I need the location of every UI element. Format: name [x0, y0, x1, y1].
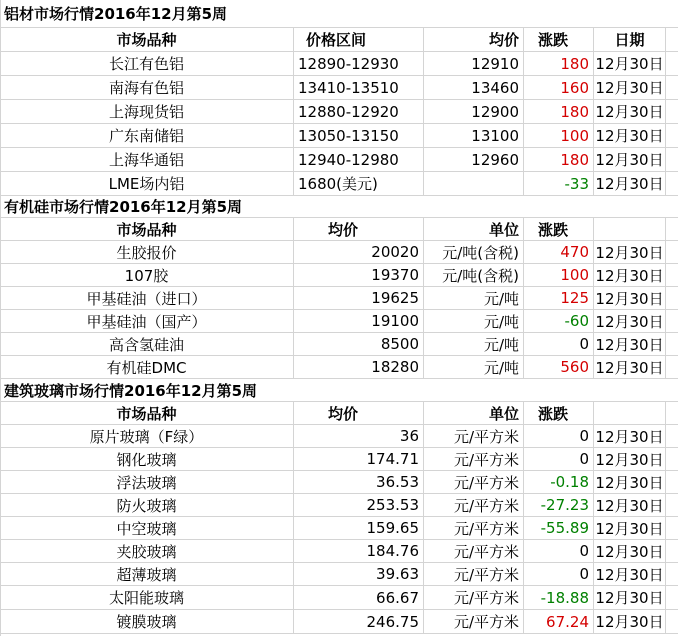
change-cell: 0 — [524, 425, 594, 447]
avg-cell: 39.63 — [294, 563, 424, 585]
date-cell: 12月30日 — [594, 494, 666, 516]
change-cell: 180 — [524, 148, 594, 171]
unit-cell: 元/平方米 — [424, 494, 524, 516]
change-cell: 0 — [524, 563, 594, 585]
date-cell: 12月30日 — [594, 333, 666, 355]
avg-cell: 159.65 — [294, 517, 424, 539]
avg-cell — [424, 172, 524, 195]
date-cell: 12月30日 — [594, 310, 666, 332]
avg-cell: 18280 — [294, 356, 424, 378]
table-row — [0, 356, 678, 379]
unit-cell: 元/吨 — [424, 333, 524, 355]
change-cell: 180 — [524, 52, 594, 75]
table-row — [0, 241, 678, 264]
variety-cell: 长江有色铝 — [0, 52, 294, 75]
variety-cell: 上海华通铝 — [0, 148, 294, 171]
change-cell: -60 — [524, 310, 594, 332]
variety-cell: 防火玻璃 — [0, 494, 294, 516]
avg-cell: 253.53 — [294, 494, 424, 516]
table-row — [0, 494, 678, 517]
date-cell: 12月30日 — [594, 52, 666, 75]
table-row — [0, 563, 678, 586]
date-cell: 12月30日 — [594, 264, 666, 286]
table-row — [0, 287, 678, 310]
date-cell: 12月30日 — [594, 148, 666, 171]
table-row — [0, 471, 678, 494]
table-row — [0, 517, 678, 540]
change-cell: 125 — [524, 287, 594, 309]
avg-cell: 12900 — [424, 100, 524, 123]
avg-cell: 19100 — [294, 310, 424, 332]
aluminum-title-row — [0, 0, 678, 28]
date-cell: 12月30日 — [594, 610, 666, 633]
header-empty-cell — [594, 218, 666, 240]
date-cell: 12月30日 — [594, 471, 666, 493]
avg-cell: 184.76 — [294, 540, 424, 562]
change-cell: -27.23 — [524, 494, 594, 516]
change-cell: 67.24 — [524, 610, 594, 633]
avg-cell: 174.71 — [294, 448, 424, 470]
silicone-section-title: 有机硅市场行情2016年12月第5周 — [4, 198, 243, 216]
aluminum-section-title: 铝材市场行情2016年12月第5周 — [4, 5, 228, 23]
header-unit: 单位 — [424, 402, 524, 424]
avg-cell: 66.67 — [294, 586, 424, 609]
date-cell: 12月30日 — [594, 563, 666, 585]
unit-cell: 元/平方米 — [424, 448, 524, 470]
variety-cell: 生胶报价 — [0, 241, 294, 263]
header-date: 日期 — [594, 28, 666, 51]
unit-cell: 元/吨 — [424, 310, 524, 332]
variety-cell: 甲基硅油（进口） — [0, 287, 294, 309]
unit-cell: 元/平方米 — [424, 425, 524, 447]
header-avg: 均价 — [294, 402, 424, 424]
date-cell: 12月30日 — [594, 517, 666, 539]
variety-cell: 南海有色铝 — [0, 76, 294, 99]
table-row — [0, 425, 678, 448]
header-variety: 市场品种 — [0, 402, 294, 424]
aluminum-header-row — [0, 28, 678, 52]
unit-cell: 元/吨 — [424, 287, 524, 309]
table-row — [0, 264, 678, 287]
variety-cell: 广东南储铝 — [0, 124, 294, 147]
table-row — [0, 76, 678, 100]
variety-cell: 原片玻璃（F绿） — [0, 425, 294, 447]
unit-cell: 元/平方米 — [424, 517, 524, 539]
range-cell: 1680(美元) — [294, 172, 424, 195]
table-row — [0, 52, 678, 76]
avg-cell: 12910 — [424, 52, 524, 75]
header-unit: 单位 — [424, 218, 524, 240]
variety-cell: 太阳能玻璃 — [0, 586, 294, 609]
variety-cell: 甲基硅油（国产） — [0, 310, 294, 332]
date-cell: 12月30日 — [594, 540, 666, 562]
variety-cell: 高含氢硅油 — [0, 333, 294, 355]
date-cell: 12月30日 — [594, 586, 666, 609]
unit-cell: 元/平方米 — [424, 563, 524, 585]
table-row — [0, 124, 678, 148]
date-cell: 12月30日 — [594, 76, 666, 99]
table-row — [0, 448, 678, 471]
change-cell: -0.18 — [524, 471, 594, 493]
change-cell: -55.89 — [524, 517, 594, 539]
avg-cell: 36 — [294, 425, 424, 447]
glass-title-row — [0, 379, 678, 402]
date-cell: 12月30日 — [594, 425, 666, 447]
change-cell: 100 — [524, 264, 594, 286]
variety-cell: 浮法玻璃 — [0, 471, 294, 493]
variety-cell: 上海现货铝 — [0, 100, 294, 123]
variety-cell: 钢化玻璃 — [0, 448, 294, 470]
avg-cell: 12960 — [424, 148, 524, 171]
change-cell: -18.88 — [524, 586, 594, 609]
range-cell: 12890-12930 — [294, 52, 424, 75]
unit-cell: 元/平方米 — [424, 471, 524, 493]
header-avg: 均价 — [294, 218, 424, 240]
unit-cell: 元/吨(含税) — [424, 264, 524, 286]
variety-cell: 镀膜玻璃 — [0, 610, 294, 633]
change-cell: 0 — [524, 333, 594, 355]
header-price-range: 价格区间 — [294, 28, 424, 51]
change-cell: 100 — [524, 124, 594, 147]
silicone-header-row — [0, 218, 678, 241]
range-cell: 13050-13150 — [294, 124, 424, 147]
variety-cell: 夹胶玻璃 — [0, 540, 294, 562]
unit-cell: 元/平方米 — [424, 586, 524, 609]
date-cell: 12月30日 — [594, 287, 666, 309]
table-row — [0, 540, 678, 563]
change-cell: 470 — [524, 241, 594, 263]
header-avg: 均价 — [424, 28, 524, 51]
change-cell: 160 — [524, 76, 594, 99]
date-cell: 12月30日 — [594, 172, 666, 195]
table-row — [0, 333, 678, 356]
avg-cell: 246.75 — [294, 610, 424, 633]
avg-cell: 19370 — [294, 264, 424, 286]
avg-cell: 13100 — [424, 124, 524, 147]
avg-cell: 20020 — [294, 241, 424, 263]
table-row — [0, 172, 678, 196]
table-row — [0, 100, 678, 124]
header-variety: 市场品种 — [0, 28, 294, 51]
table-row — [0, 148, 678, 172]
unit-cell: 元/平方米 — [424, 540, 524, 562]
variety-cell: 107胶 — [0, 264, 294, 286]
silicone-title-row — [0, 196, 678, 218]
variety-cell: 有机硅DMC — [0, 356, 294, 378]
avg-cell: 13460 — [424, 76, 524, 99]
avg-cell: 8500 — [294, 333, 424, 355]
unit-cell: 元/吨 — [424, 356, 524, 378]
avg-cell: 19625 — [294, 287, 424, 309]
unit-cell: 元/平方米 — [424, 610, 524, 633]
glass-section-title: 建筑玻璃市场行情2016年12月第5周 — [4, 381, 258, 400]
date-cell: 12月30日 — [594, 241, 666, 263]
change-cell: -33 — [524, 172, 594, 195]
glass-header-row — [0, 402, 678, 425]
variety-cell: 超薄玻璃 — [0, 563, 294, 585]
header-variety: 市场品种 — [0, 218, 294, 240]
change-cell: 560 — [524, 356, 594, 378]
range-cell: 12940-12980 — [294, 148, 424, 171]
date-cell: 12月30日 — [594, 100, 666, 123]
variety-cell: LME场内铝 — [0, 172, 294, 195]
variety-cell: 中空玻璃 — [0, 517, 294, 539]
date-cell: 12月30日 — [594, 356, 666, 378]
header-change: 涨跌 — [524, 402, 594, 424]
table-row — [0, 586, 678, 610]
range-cell: 13410-13510 — [294, 76, 424, 99]
change-cell: 0 — [524, 448, 594, 470]
change-cell: 0 — [524, 540, 594, 562]
table-row — [0, 310, 678, 333]
header-change: 涨跌 — [524, 28, 594, 51]
date-cell: 12月30日 — [594, 124, 666, 147]
date-cell: 12月30日 — [594, 448, 666, 470]
header-empty-cell — [594, 402, 666, 424]
avg-cell: 36.53 — [294, 471, 424, 493]
table-row — [0, 610, 678, 634]
range-cell: 12880-12920 — [294, 100, 424, 123]
header-change: 涨跌 — [524, 218, 594, 240]
change-cell: 180 — [524, 100, 594, 123]
unit-cell: 元/吨(含税) — [424, 241, 524, 263]
